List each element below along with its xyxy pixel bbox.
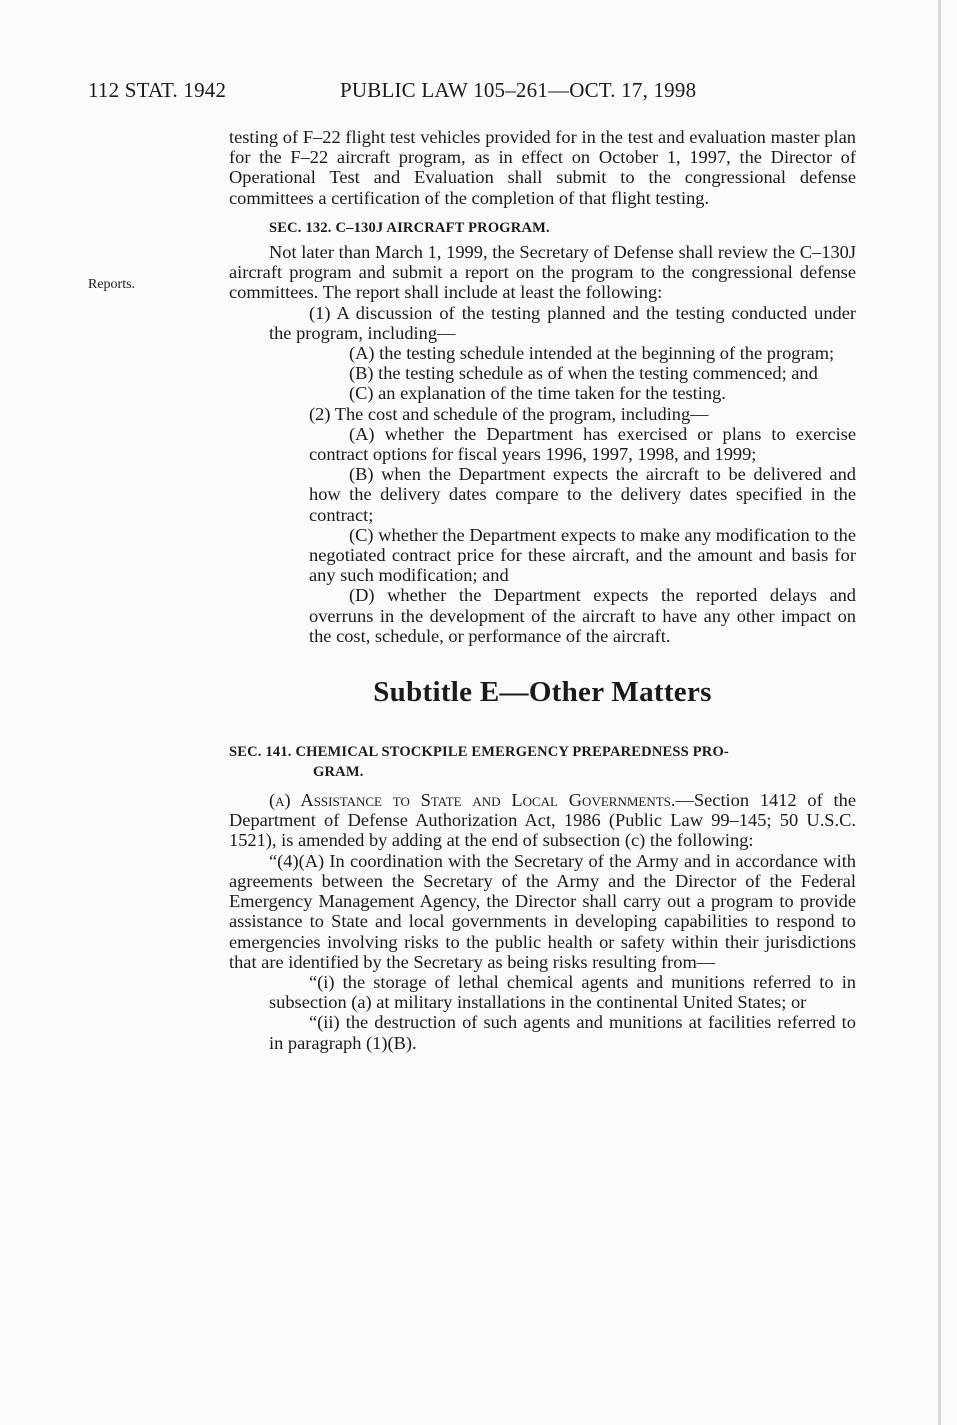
paragraph-2-A: (A) whether the Department has exercised or plans to exercise contract options for fiscal years 1996, 1997, 1998, and 1999;	[309, 423, 856, 465]
public-law-citation: PUBLIC LAW 105–261—OCT. 17, 1998	[340, 78, 697, 102]
page-edge	[938, 0, 941, 1425]
paragraph-1: (1) A discussion of the testing planned and the testing conducted under the program, including—	[269, 302, 856, 343]
subsection-a	[229, 790, 856, 851]
stat-page-number: 112 STAT. 1942	[88, 78, 227, 102]
paragraph-2-C: (C) whether the Department expects to make any modification to the negotiated contract price for these aircraft, and the amount and basis for any such modification; and	[309, 524, 856, 586]
quoted-paragraph-4A: “(4)(A) In coordination with the Secretary of the Army and in accordance with agreements between the Secretary of the Army and the Director of the Federal Emergency Management Agency, the Director shall carry out a program to provide assistance to State and local governments in developing capabilities to respond to emergencies involving risks to the public health or safety within their jurisdictions that are identified by the Secretary as being risks resulting from—	[229, 850, 856, 972]
section-141-heading-line2: GRAM.	[313, 764, 364, 781]
paragraph-2-B: (B) when the Department expects the aircraft to be delivered and how the delivery dates compare to the delivery dates specified in the contract;	[309, 464, 856, 525]
subsection-a-heading: (a) Assistance to State and Local Governments.	[269, 790, 676, 811]
section-141-heading	[229, 742, 856, 782]
paragraph-2-D: (D) whether the Department expects the reported delays and overruns in the development of the aircraft to have any other impact on the cost, schedule, or performance of the aircraft.	[309, 585, 856, 646]
margin-note-reports: Reports.	[88, 277, 136, 292]
section-132-heading: SEC. 132. C–130J AIRCRAFT PROGRAM.	[269, 219, 550, 236]
page-body	[229, 127, 856, 1053]
section-132-lead: Not later than March 1, 1999, the Secretary of Defense shall review the C–130J aircraft program and submit a report on the program to the congressional defense committees. The report shall include at least the following:	[229, 242, 856, 303]
quoted-clause-i: “(i) the storage of lethal chemical agents and munitions referred to in subsection (a) at military installations in the continental United States; or	[269, 971, 856, 1013]
paragraph-2: (2) The cost and schedule of the program, including—	[309, 403, 709, 424]
paragraph-1-B: (B) the testing schedule as of when the testing commenced; and	[349, 363, 818, 384]
section-141-heading-line1: SEC. 141. CHEMICAL STOCKPILE EMERGENCY PREPAREDNESS PRO-	[229, 744, 729, 761]
subsection-a-text: —Section 1412 of the Department of Defense Authorization Act, 1986 (Public Law 99–145; 50 U.S.C. 1521), is amended by adding at the end of subsection (c) the following:	[229, 790, 856, 851]
paragraph-1-A: (A) the testing schedule intended at the beginning of the program;	[349, 343, 835, 364]
paragraph-1-C: (C) an explanation of the time taken for the testing.	[349, 383, 726, 404]
subtitle-heading: Subtitle E—Other Matters	[373, 676, 712, 709]
intro-paragraph: testing of F–22 flight test vehicles provided for in the test and evaluation master plan for the F–22 aircraft program, as in effect on October 1, 1997, the Director of Operational Test and Evaluation shall submit to the congressional defense committees a certification of the completion of that flight testing.	[229, 127, 856, 208]
quoted-clause-ii: “(ii) the destruction of such agents and munitions at facilities referred to in paragraph (1)(B).	[269, 1012, 856, 1053]
